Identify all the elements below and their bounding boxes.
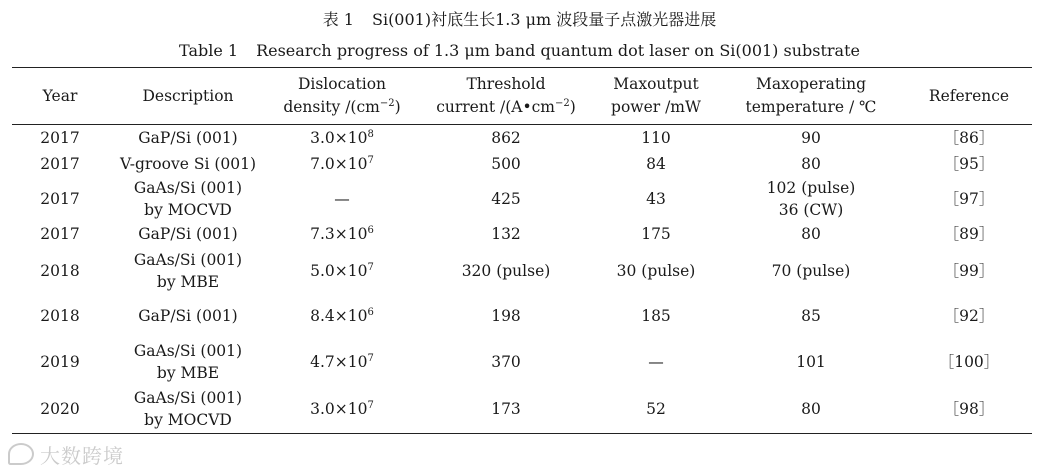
cell-year [12, 386, 108, 434]
threshold-value: 320 (pulse) [461, 261, 551, 280]
cell-description [108, 247, 268, 295]
description-method-text: by MBE [156, 272, 220, 291]
cell-temperature [716, 295, 906, 338]
table-row [12, 125, 1032, 151]
temperature-value-cw: 36 (CW) [778, 200, 844, 219]
cell-year [12, 338, 108, 386]
threshold-value: 370 [491, 352, 521, 371]
table-caption-cn [0, 9, 1039, 31]
description-text: GaP/Si (001) [138, 224, 238, 243]
description-method-text: by MOCVD [144, 200, 232, 219]
description-text: GaAs/Si (001) [133, 178, 243, 197]
table-caption-en [0, 40, 1039, 62]
cell-temperature [716, 177, 906, 221]
reference-text: ［100］ [938, 352, 1000, 371]
table-header [12, 68, 1032, 125]
cell-temperature [716, 247, 906, 295]
header-description: Description [142, 86, 234, 105]
threshold-value: 500 [491, 154, 521, 173]
threshold-value: 173 [491, 400, 521, 419]
cell-temperature [716, 338, 906, 386]
temperature-value: 80 [801, 224, 821, 243]
table-label-cn: 表 1 [322, 10, 354, 29]
cell-year [12, 295, 108, 338]
power-value: 185 [641, 307, 671, 325]
reference-text: ［99］ [943, 261, 995, 280]
reference-text: ［86］ [943, 128, 995, 147]
table-row [12, 338, 1032, 386]
header-row [12, 68, 1032, 125]
dislocation-exponent: 8 [367, 128, 374, 140]
cell-dislocation [268, 125, 416, 151]
cell-year [12, 177, 108, 221]
header-threshold: Threshold current $/(A•cm^{-2})$ [436, 75, 576, 116]
table-title-cn: Si(001)衬底生长1.3 μm 波段量子点激光器进展 [371, 10, 717, 29]
header-reference: Reference [928, 86, 1010, 105]
dislocation-value: 7.0×10 [310, 154, 368, 173]
table-label-en: Table 1 [179, 41, 239, 60]
cell-year [12, 247, 108, 295]
cell-description [108, 125, 268, 151]
dislocation-exponent: 6 [367, 224, 374, 236]
cell-dislocation [268, 177, 416, 221]
reference-text: ［98］ [943, 400, 995, 419]
table-row [12, 386, 1032, 434]
year-text: 2017 [40, 154, 80, 173]
cell-description [108, 177, 268, 221]
cell-power [596, 247, 716, 295]
cell-power [596, 151, 716, 177]
power-value: — [648, 352, 664, 371]
watermark-logo-icon [8, 443, 34, 465]
threshold-value: 862 [491, 128, 521, 147]
watermark-text: 大数跨境 [40, 444, 124, 468]
cell-dislocation [268, 386, 416, 434]
dislocation-value: 3.0×10 [310, 128, 368, 147]
year-text: 2017 [40, 128, 80, 147]
description-text: GaAs/Si (001) [133, 250, 243, 269]
dislocation-exponent: 7 [367, 154, 374, 166]
power-value: 30 (pulse) [616, 261, 696, 280]
cell-dislocation [268, 221, 416, 247]
temperature-value: 90 [801, 128, 821, 147]
cell-reference [906, 177, 1032, 221]
cell-description [108, 338, 268, 386]
description-method-text: by MOCVD [144, 411, 232, 430]
temperature-value: 70 (pulse) [771, 261, 851, 280]
header-power: Maxoutput power /mW [611, 75, 701, 116]
reference-text: ［97］ [943, 189, 995, 208]
power-value: 110 [641, 128, 671, 147]
description-text: V-groove Si (001) [119, 154, 257, 173]
cell-threshold [416, 247, 596, 295]
year-text: 2017 [40, 224, 80, 243]
temperature-value: 85 [801, 307, 821, 325]
dislocation-value: 7.3×10 [310, 224, 368, 243]
temperature-value: 80 [801, 400, 821, 419]
cell-reference [906, 386, 1032, 434]
cell-description [108, 386, 268, 434]
cell-threshold [416, 177, 596, 221]
dislocation-exponent: 7 [367, 400, 374, 412]
power-value: 84 [646, 154, 666, 173]
dislocation-exponent: 7 [367, 261, 374, 273]
cell-temperature [716, 125, 906, 151]
temperature-value: 80 [801, 154, 821, 173]
description-text: GaP/Si (001) [138, 307, 238, 325]
table-title-en: Research progress of 1.3 μm band quantum dot laser on Si(001) substrate [256, 41, 860, 60]
cell-temperature [716, 151, 906, 177]
cell-year [12, 151, 108, 177]
dislocation-exponent: 6 [367, 306, 374, 318]
header-dislocation: Dislocation density $/(cm^{-2})$ [283, 75, 401, 116]
cell-dislocation [268, 295, 416, 338]
year-text: 2018 [40, 307, 80, 325]
temperature-value: 102 (pulse) [766, 178, 856, 197]
cell-temperature [716, 386, 906, 434]
cell-dislocation [268, 151, 416, 177]
description-text: GaP/Si (001) [138, 128, 238, 147]
table-row [12, 221, 1032, 247]
cell-reference [906, 151, 1032, 177]
power-value: 43 [646, 189, 666, 208]
cell-reference [906, 221, 1032, 247]
cell-power [596, 125, 716, 151]
power-value: 52 [646, 400, 666, 419]
cell-temperature [716, 221, 906, 247]
cell-threshold [416, 338, 596, 386]
watermark [8, 440, 124, 469]
research-progress-table [12, 67, 1032, 434]
table-row [12, 295, 1032, 338]
cell-reference [906, 338, 1032, 386]
year-text: 2017 [40, 189, 80, 208]
description-text: GaAs/Si (001) [133, 389, 243, 408]
cell-year [12, 125, 108, 151]
threshold-value: 132 [491, 224, 521, 243]
table-body [12, 125, 1032, 434]
cell-power [596, 221, 716, 247]
cell-description [108, 295, 268, 338]
threshold-value: 425 [491, 189, 521, 208]
cell-power [596, 338, 716, 386]
threshold-value: 198 [491, 307, 521, 325]
year-text: 2020 [40, 400, 80, 419]
cell-reference [906, 125, 1032, 151]
cell-description [108, 151, 268, 177]
dislocation-value: 4.7×10 [310, 352, 368, 371]
table-row [12, 177, 1032, 221]
cell-threshold [416, 221, 596, 247]
cell-reference [906, 295, 1032, 338]
cell-power [596, 295, 716, 338]
cell-description [108, 221, 268, 247]
cell-threshold [416, 151, 596, 177]
cell-threshold [416, 386, 596, 434]
dislocation-value: — [334, 189, 350, 208]
dislocation-value: 5.0×10 [310, 261, 368, 280]
header-temperature: Maxoperating temperature / ℃ [745, 75, 877, 116]
description-text: GaAs/Si (001) [133, 341, 243, 360]
header-year: Year [42, 86, 78, 105]
reference-text: ［92］ [943, 307, 995, 325]
table-row [12, 151, 1032, 177]
table-row [12, 247, 1032, 295]
power-value: 175 [641, 224, 671, 243]
cell-dislocation [268, 338, 416, 386]
description-method-text: by MBE [156, 363, 220, 382]
reference-text: ［95］ [943, 154, 995, 173]
dislocation-value: 3.0×10 [310, 400, 368, 419]
cell-dislocation [268, 247, 416, 295]
year-text: 2019 [40, 352, 80, 371]
cell-year [12, 221, 108, 247]
cell-threshold [416, 295, 596, 338]
cell-reference [906, 247, 1032, 295]
reference-text: ［89］ [943, 224, 995, 243]
temperature-value: 101 [796, 352, 826, 371]
year-text: 2018 [40, 261, 80, 280]
dislocation-exponent: 7 [367, 352, 374, 364]
cell-threshold [416, 125, 596, 151]
cell-power [596, 386, 716, 434]
dislocation-value: 8.4×10 [310, 307, 368, 325]
cell-power [596, 177, 716, 221]
